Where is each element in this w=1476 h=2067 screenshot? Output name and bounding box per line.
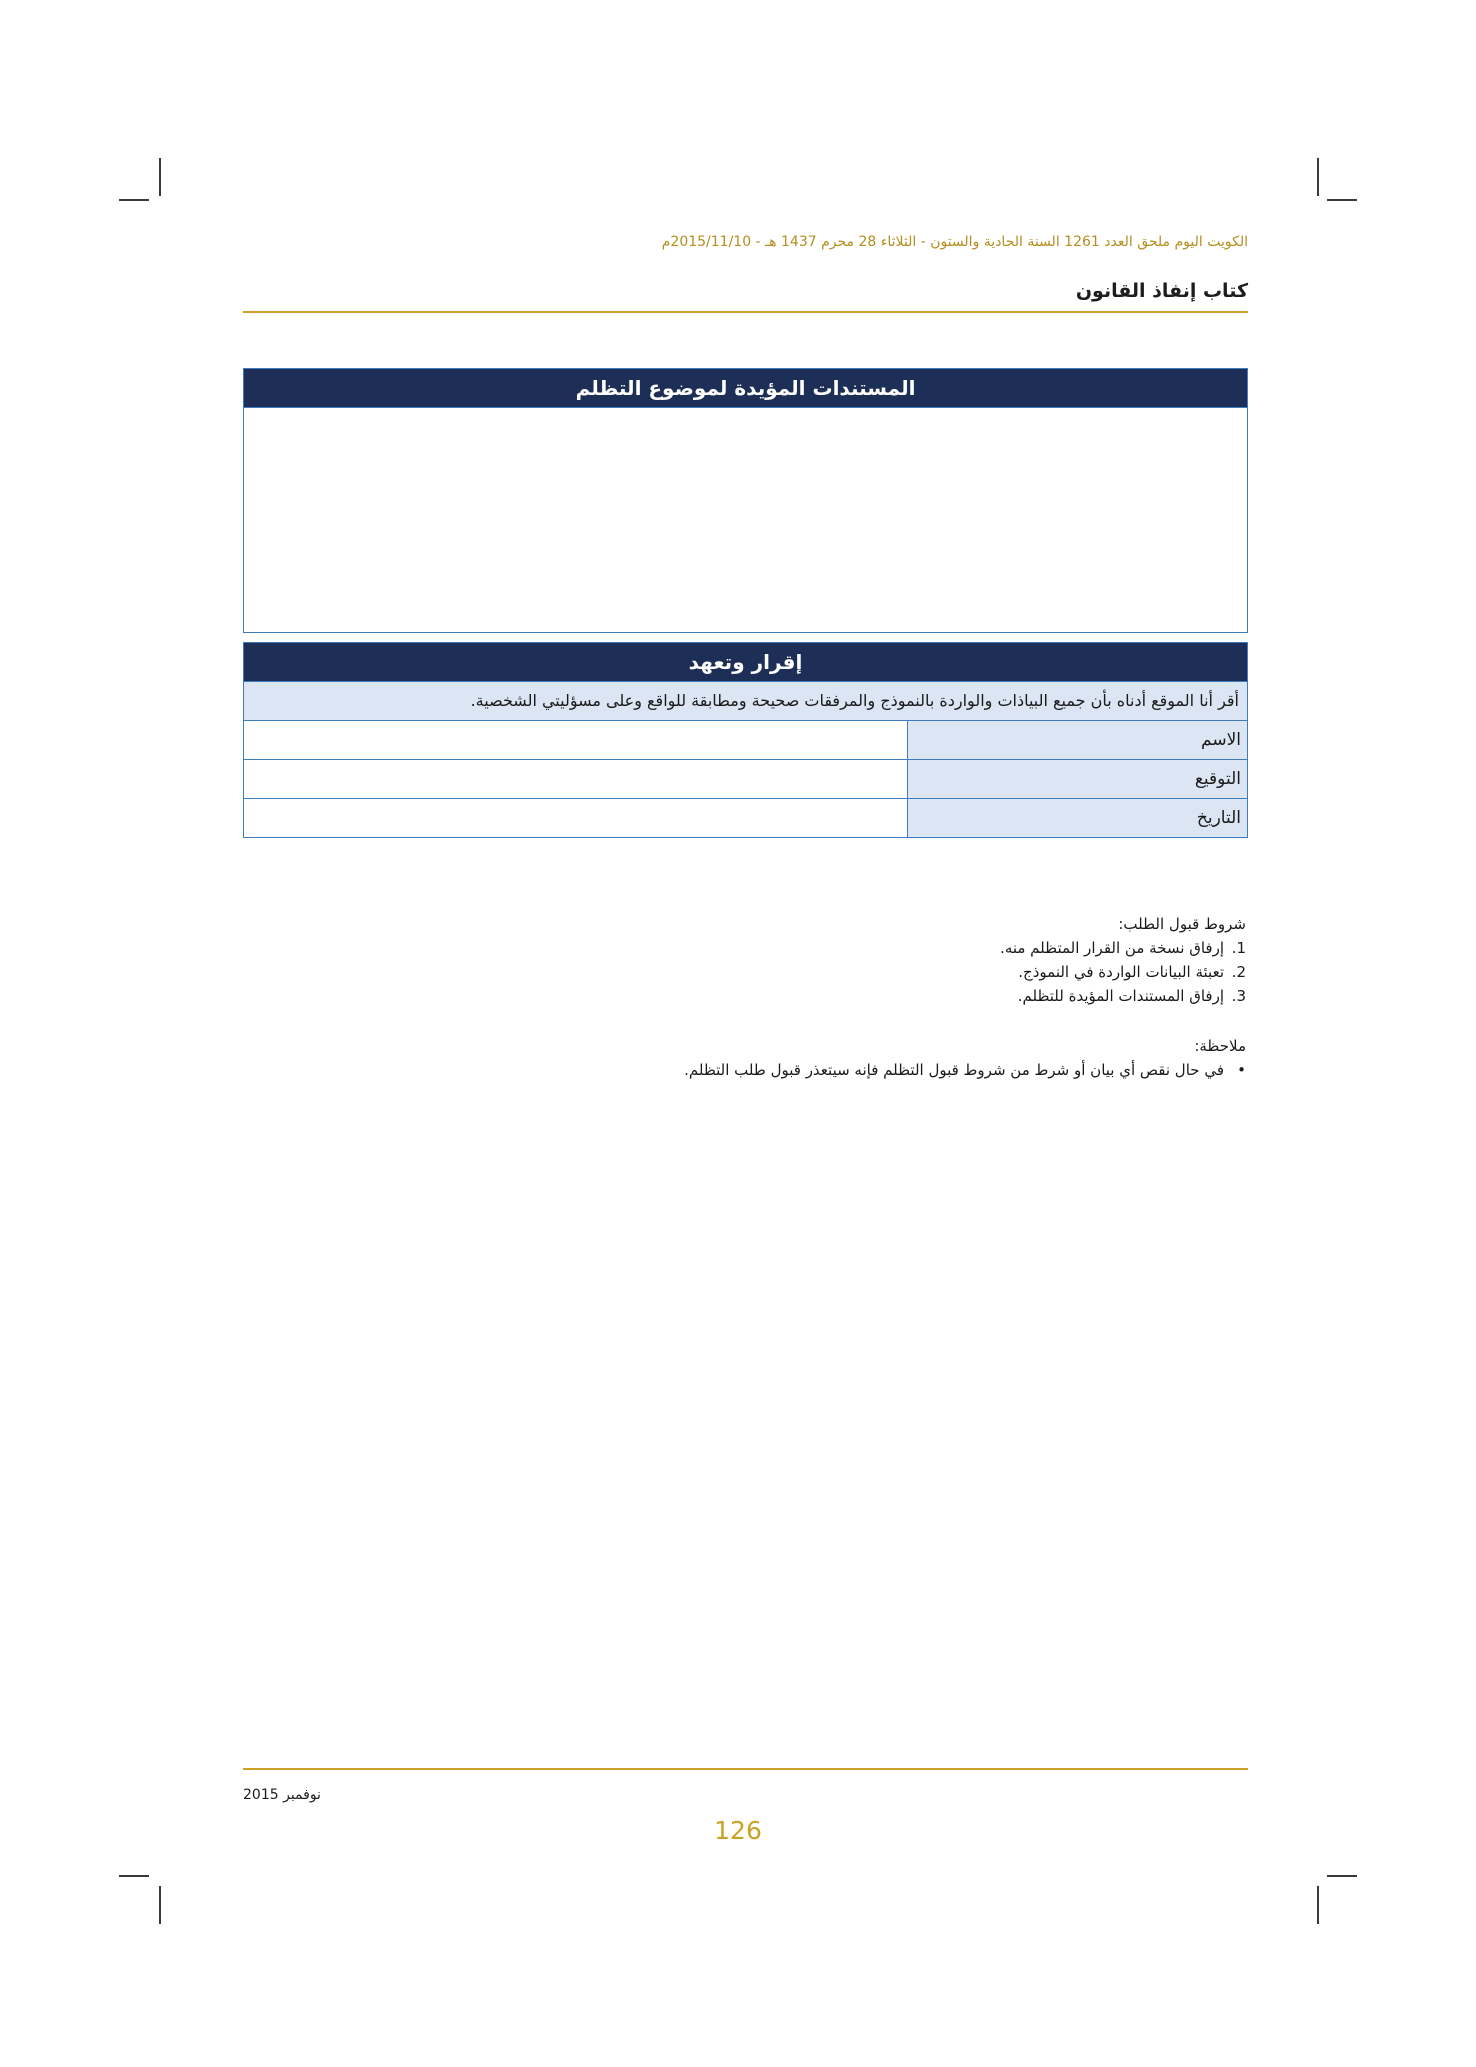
condition-number: 1. xyxy=(1231,939,1246,957)
declaration-statement: أقر أنا الموقع أدناه بأن جميع البياذات والواردة بالنموذج والمرفقات صحيحة ومطابقة للواقع وعلى مسؤليتي الشخصية. xyxy=(244,681,1247,720)
supporting-documents-title: المستندات المؤيدة لموضوع التظلم xyxy=(244,369,1247,407)
condition-text: إرفاق نسخة من القرار المتظلم منه. xyxy=(1000,939,1224,957)
footer-rule xyxy=(243,1768,1248,1770)
publication-line: الكويت اليوم ملحق العدد 1261 السنة الحادية والستون - الثلاثاء 28 محرم 1437 هـ - 2015/11/10م xyxy=(661,234,1248,250)
conditions-heading: شروط قبول الطلب: xyxy=(1118,915,1246,933)
crop-mark xyxy=(119,1875,149,1877)
supporting-documents-area[interactable] xyxy=(244,407,1247,632)
supporting-documents-box xyxy=(243,368,1248,633)
name-field[interactable] xyxy=(244,721,907,759)
date-label: التاريخ xyxy=(907,799,1247,837)
conditions-section xyxy=(243,912,1246,1082)
condition-text: تعبئة البيانات الواردة في النموذج. xyxy=(1018,963,1224,981)
declaration-row-name xyxy=(244,720,1247,759)
crop-mark xyxy=(1327,199,1357,201)
declaration-row-date xyxy=(244,798,1247,837)
header-rule xyxy=(243,311,1248,313)
condition-number: 3. xyxy=(1231,987,1246,1005)
crop-mark xyxy=(119,199,149,201)
condition-item xyxy=(243,936,1246,960)
condition-text: إرفاق المستندات المؤيدة للتظلم. xyxy=(1017,987,1224,1005)
condition-number: 2. xyxy=(1231,963,1246,981)
note-item xyxy=(243,1058,1246,1082)
name-label: الاسم xyxy=(907,721,1247,759)
footer-date: نوفمبر 2015 xyxy=(243,1787,321,1803)
crop-mark xyxy=(1327,1875,1357,1877)
conditions-list xyxy=(243,936,1246,1008)
crop-mark xyxy=(1317,158,1319,196)
declaration-title: إقرار وتعهد xyxy=(244,643,1247,681)
signature-field[interactable] xyxy=(244,760,907,798)
crop-mark xyxy=(159,158,161,196)
note-heading: ملاحظة: xyxy=(1194,1037,1246,1055)
note-text: في حال نقص أي بيان أو شرط من شروط قبول التظلم فإنه سيتعذر قبول طلب التظلم. xyxy=(684,1061,1224,1079)
declaration-row-signature xyxy=(244,759,1247,798)
crop-mark xyxy=(1317,1886,1319,1924)
date-field[interactable] xyxy=(244,799,907,837)
condition-item xyxy=(243,984,1246,1008)
section-title: كتاب إنفاذ القانون xyxy=(1075,280,1248,302)
bullet-icon: • xyxy=(1237,1061,1246,1079)
crop-mark xyxy=(159,1886,161,1924)
signature-label: التوقيع xyxy=(907,760,1247,798)
declaration-box xyxy=(243,642,1248,838)
condition-item xyxy=(243,960,1246,984)
page-number: 126 xyxy=(714,1816,762,1845)
